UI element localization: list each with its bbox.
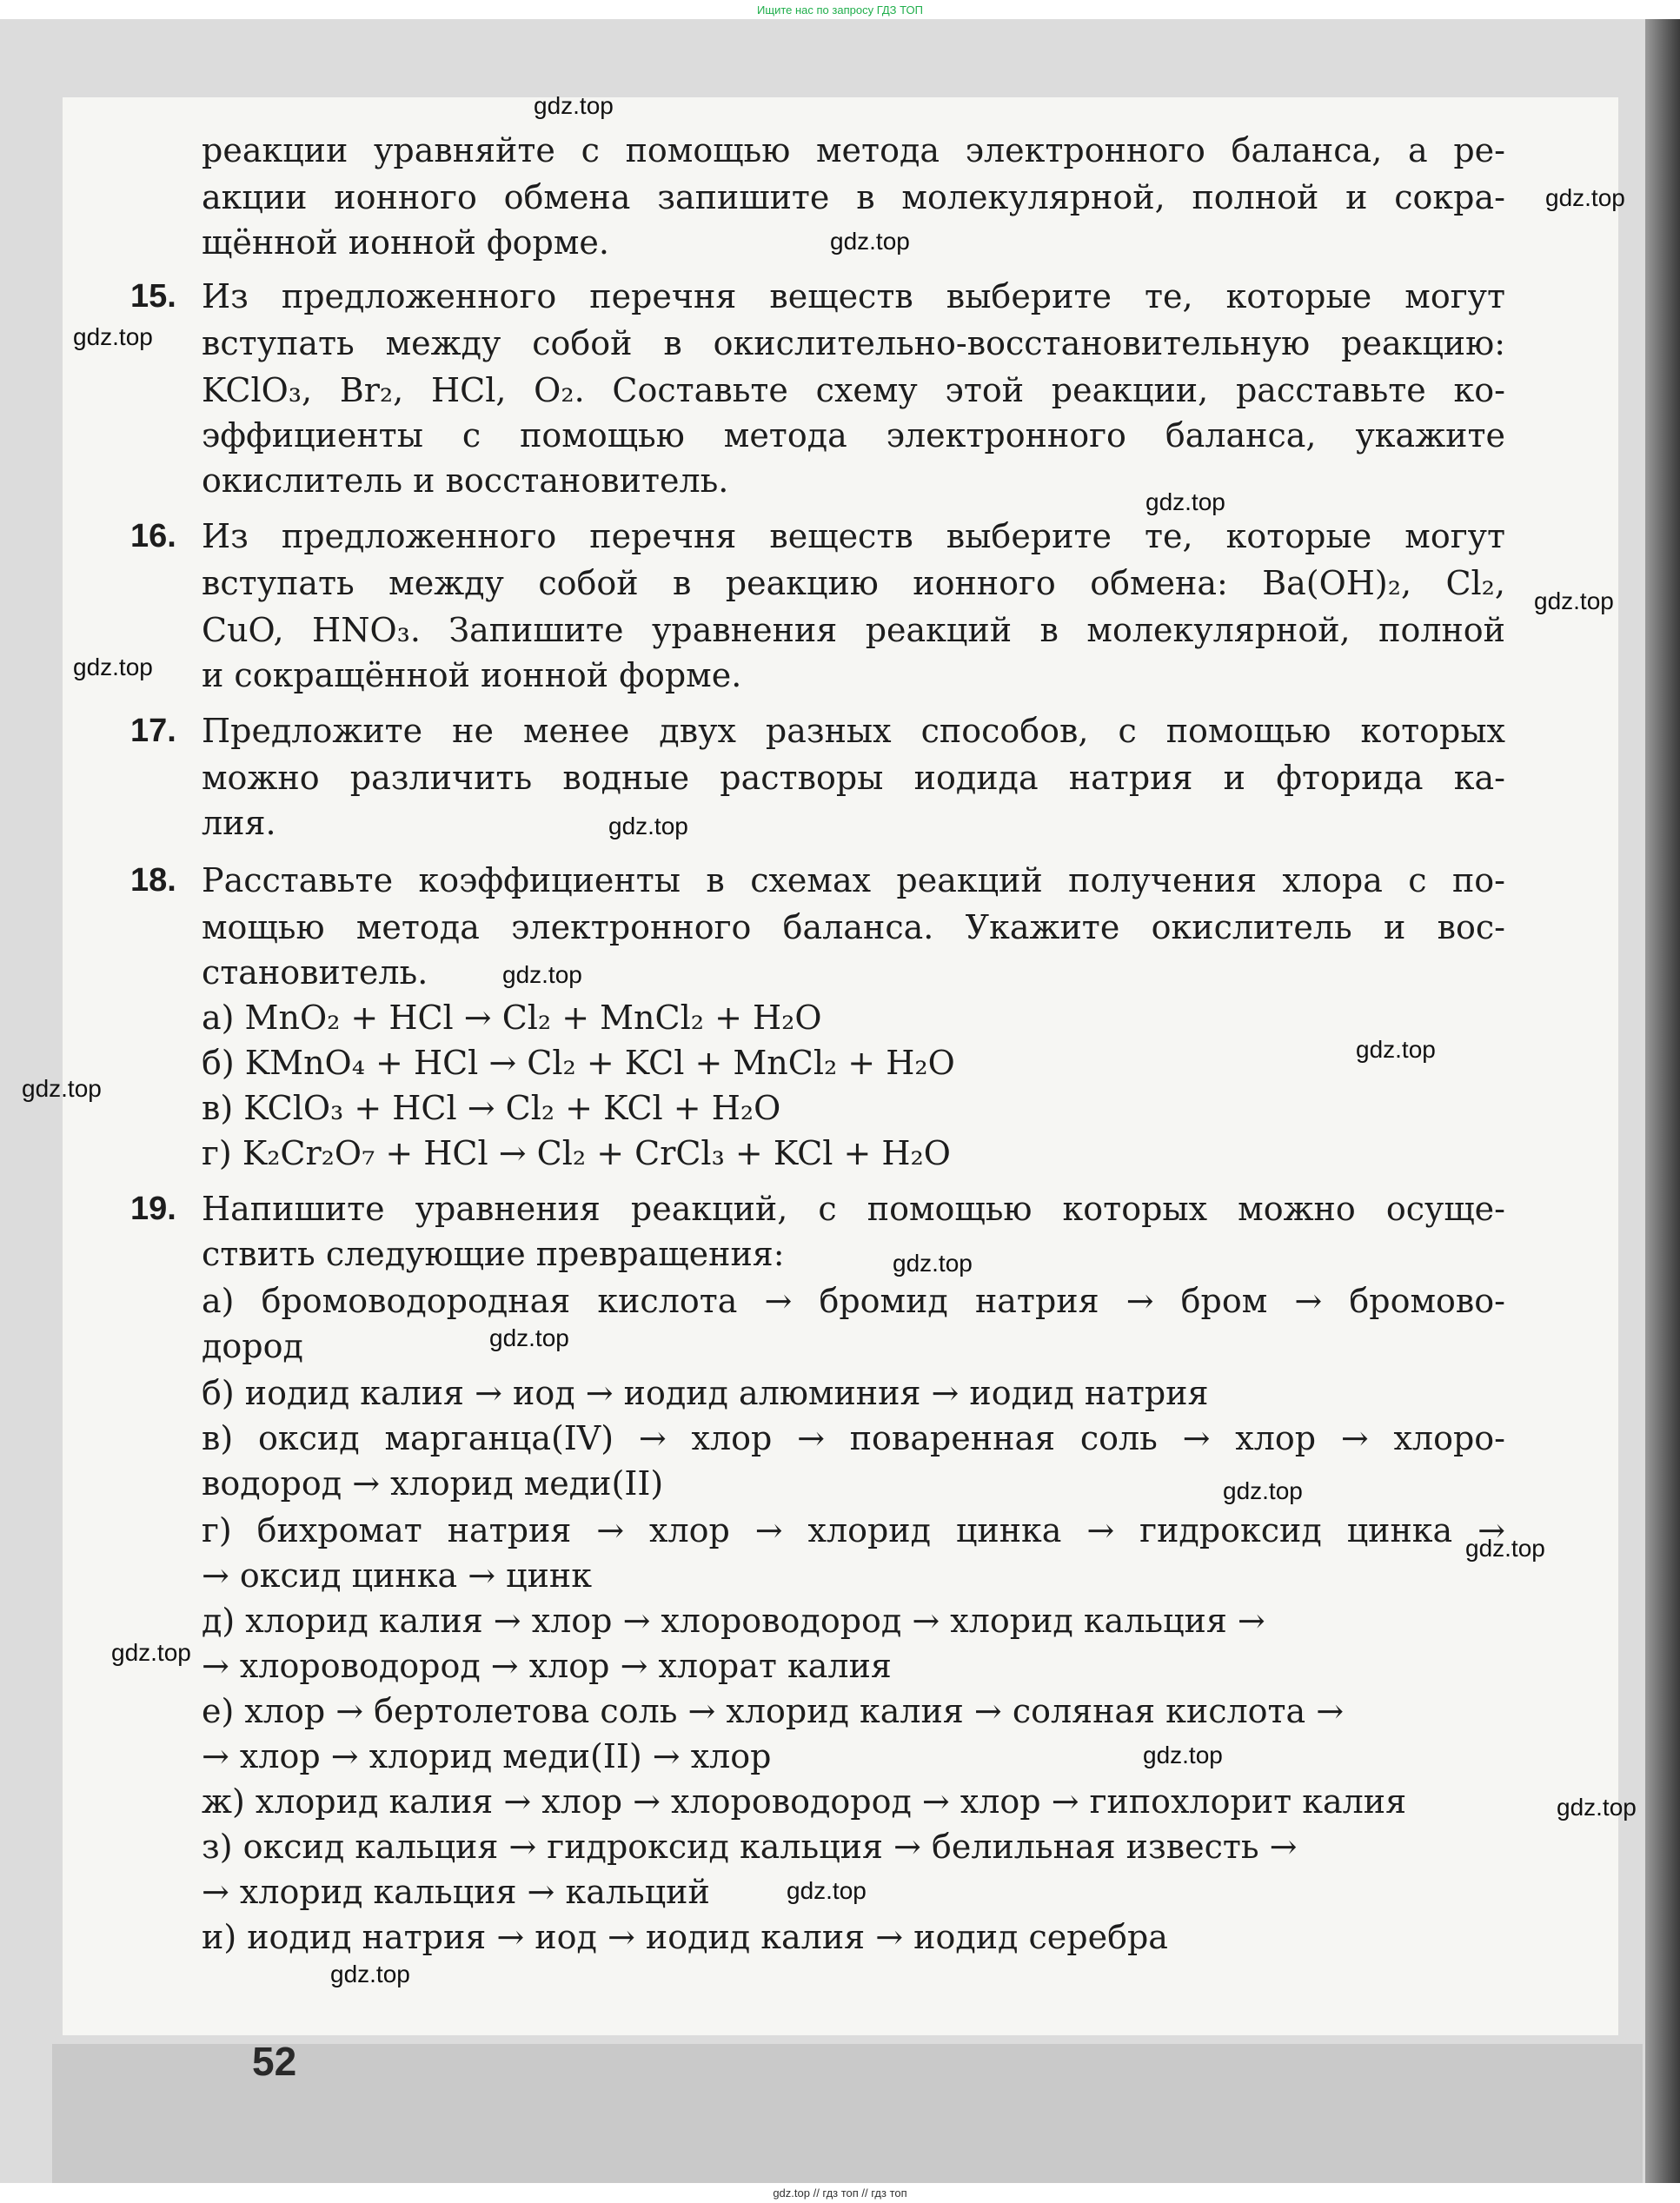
watermark: gdz.top [22,1075,102,1102]
task-19-item: в) оксид марганца(IV) → хлор → поваренная соль → хлор → хлоро- [202,1419,1505,1457]
watermark: gdz.top [1465,1535,1545,1562]
task-19-item: г) бихромат натрия → хлор → хлорид цинка → гидроксид цинка → [202,1511,1505,1549]
watermark: gdz.top [534,92,614,119]
watermark: gdz.top [1534,587,1614,614]
header-note: Ищите нас по запросу ГДЗ ТОП [757,3,923,17]
task-19-item: ж) хлорид калия → хлор → хлороводород → хлор → гипохлорит калия [202,1782,1407,1821]
task-19-item: и) иодид натрия → иод → иодид калия → иодид серебра [202,1918,1168,1956]
task-18-line: становитель. [202,953,428,992]
task-19-item: е) хлор → бертолетова соль → хлорид калия → соляная кислота → [202,1692,1345,1730]
task-19-item: а) бромоводородная кислота → бромид натрия → бром → бромово- [202,1282,1505,1320]
watermark: gdz.top [1145,488,1225,515]
task-19-item: → хлор → хлорид меди(II) → хлор [202,1737,772,1775]
watermark: gdz.top [608,813,688,839]
watermark: gdz.top [1143,1742,1223,1768]
watermark: gdz.top [111,1639,191,1666]
task-15-line: Из предложенного перечня веществ выберите те, которые могут [202,277,1505,315]
page-binding-edge [1645,19,1680,2183]
intro-line: щённой ионной форме. [202,223,609,262]
task-19-item: → хлорид кальция → кальций [202,1873,710,1911]
task-17-line: лия. [202,804,276,842]
footer-note: gdz.top // гдз топ // гдз топ [773,2186,907,2200]
task-16-line: и сокращённой ионной форме. [202,656,742,694]
watermark: gdz.top [830,228,910,255]
watermark: gdz.top [502,961,582,988]
task-18-number: 18. [130,862,176,899]
task-18-line: Расставьте коэффициенты в схемах реакций получения хлора с по- [202,861,1505,899]
watermark: gdz.top [489,1324,569,1351]
task-16-number: 16. [130,518,176,554]
watermark: gdz.top [1223,1477,1303,1504]
task-15-line: KClO₃, Br₂, HCl, O₂. Составьте схему этой реакции, расставьте ко- [202,371,1505,409]
intro-line: акции ионного обмена запишите в молекулярной, полной и сокра- [202,178,1505,216]
task-15-line: окислитель и восстановитель. [202,461,729,500]
task-19-item: з) оксид кальция → гидроксид кальция → белильная известь → [202,1828,1298,1866]
watermark: gdz.top [787,1877,867,1904]
task-19-item: → хлороводород → хлор → хлорат калия [202,1647,892,1685]
task-19-number: 19. [130,1191,176,1227]
task-16-line: CuO, HNO₃. Запишите уравнения реакций в молекулярной, полной [202,611,1505,649]
task-19-item: дород [202,1327,303,1365]
watermark: gdz.top [1557,1794,1637,1821]
watermark: gdz.top [893,1250,973,1277]
task-18-item: б) KMnO₄ + HCl → Cl₂ + KCl + MnCl₂ + H₂O [202,1044,955,1082]
task-19-item: → оксид цинка → цинк [202,1556,592,1595]
task-17-line: можно различить водные растворы иодида натрия и фторида ка- [202,759,1505,797]
watermark: gdz.top [73,323,153,350]
watermark: gdz.top [330,1961,410,1987]
task-18-item: г) K₂Cr₂O₇ + HCl → Cl₂ + CrCl₃ + KCl + H₂O [202,1134,951,1172]
task-18-item: в) KClO₃ + HCl → Cl₂ + KCl + H₂O [202,1089,781,1127]
task-19-item: водород → хлорид меди(II) [202,1464,664,1503]
task-19-line: Напишите уравнения реакций, с помощью которых можно осуще- [202,1190,1505,1228]
watermark: gdz.top [1545,184,1625,211]
task-17-number: 17. [130,713,176,749]
task-15-line: вступать между собой в окислительно-восстановительную реакцию: [202,324,1505,362]
task-19-item: б) иодид калия → иод → иодид алюминия → иодид натрия [202,1374,1209,1412]
task-16-line: вступать между собой в реакцию ионного обмена: Ba(OH)₂, Cl₂, [202,564,1505,602]
page-number: 52 [252,2039,297,2084]
task-19-line: ствить следующие превращения: [202,1235,785,1273]
watermark: gdz.top [73,654,153,680]
task-18-line: мощью метода электронного баланса. Укажите окислитель и вос- [202,908,1505,946]
task-18-item: а) MnO₂ + HCl → Cl₂ + MnCl₂ + H₂O [202,999,822,1037]
task-15-line: эффициенты с помощью метода электронного баланса, укажите [202,416,1505,455]
task-19-item: д) хлорид калия → хлор → хлороводород → хлорид кальция → [202,1602,1265,1640]
intro-line: реакции уравняйте с помощью метода электронного баланса, а ре- [202,131,1505,169]
watermark: gdz.top [1356,1036,1436,1063]
task-16-line: Из предложенного перечня веществ выберите те, которые могут [202,517,1505,555]
task-17-line: Предложите не менее двух разных способов, с помощью которых [202,712,1505,750]
task-15-number: 15. [130,278,176,315]
